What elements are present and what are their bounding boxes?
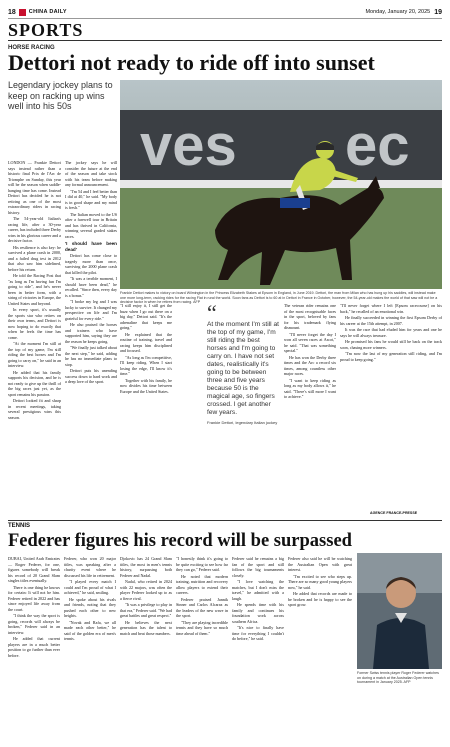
story2-column-5 [232, 556, 284, 742]
story1-column-4 [284, 303, 336, 517]
story2-column-4 [176, 556, 228, 742]
paragraph: Nadal, who retired in 2024 with 22 majors, was often the player Federer looked up to as a fierce rival. [120, 579, 172, 601]
story1-deck: Legendary jockey plans to keep on racking up wins well into his 50s [8, 80, 113, 111]
paragraph: "Novak and Rafa, we all made each other better," he said of the golden era of men's tennis. [64, 619, 116, 641]
paragraph: He noted that modern training, nutrition and recovery allow players to extend their careers. [176, 573, 228, 595]
story1-column-5 [340, 303, 442, 508]
quote-mark-icon: “ [207, 300, 217, 325]
paragraph: He has won the Derby three times and the Arc a record six times, among countless other major races. [284, 354, 336, 376]
story1-column-3 [120, 303, 172, 517]
paragraph: "I'm 54 and I feel better than I did at 40," he said. "My body is in good shape and my mind is fresh." [65, 188, 117, 210]
paragraph: He also praised the horses and trainers who have supported him, saying they are the reason he keeps going. [65, 322, 117, 344]
paragraph: In every sport, it's usually the sports star who retires on their own terms, and Dettori is now hoping to do exactly that when he feels the time has come. [8, 307, 61, 340]
section-divider [8, 520, 442, 521]
paragraph: "I broke my leg and I was lucky to survive. It changed my perspective on life and I'm grateful for every ride." [65, 299, 117, 321]
paragraph: "I want to keep riding as long as my body allows it," he said. "There's still more I want to achieve." [284, 377, 336, 399]
paragraph: His resilience is also key: he survived a plane crash in 2000, and a failed drug test in 2012 that also saw him sidelined, before his return. [8, 244, 61, 272]
pull-quote [207, 300, 280, 425]
story1-tag: HORSE RACING [8, 40, 442, 51]
paragraph: There is one thing he knows for certain: It will not be him. Federer retired in 2022 and has since enjoyed life away from the court. [8, 584, 60, 612]
paragraph: "I love watching the matches, but I don't miss the travel," he admitted with a laugh. [232, 579, 284, 601]
story1-credit: AGENCE FRANCE-PRESSE [370, 511, 418, 515]
paragraph: The Italian moved to the US after a farewell tour in Britain and has thrived in California, winning several graded stakes races. [65, 211, 117, 239]
paragraph: "I'm excited to see who steps up. There are so many good young players now," he said. [288, 573, 352, 590]
federer-photo [357, 553, 442, 669]
paragraph: The veteran rider remains one of the most recognisable faces in the sport, beloved by fans for his trademark flying dismount. [284, 303, 336, 330]
page-number-left: 18 [8, 8, 16, 16]
paragraph: He believes the next generation has the talent to match and beat those numbers. [120, 619, 172, 636]
story2-tag: TENNIS [8, 523, 31, 529]
issue-date: Monday, January 20, 2025 [365, 9, 431, 15]
paragraph: "I'm now the last of my generation still riding, and I'm proud to keep going." [340, 351, 442, 362]
paragraph: Federer praised Jannik Sinner and Carlos Alcaraz as the leaders of the new wave in the sport. [176, 596, 228, 618]
story2-column-2 [64, 556, 116, 742]
paragraph: He finally succeeded in winning the first Epsom Derby of his career at the 15th attempt, in 2007. [340, 315, 442, 326]
story2-column-3 [120, 556, 172, 742]
racing-photo [120, 80, 442, 289]
paragraph: Together with his family, he now divides his time between Europe and the United States. [120, 377, 172, 394]
paragraph: Dettori has come close to tragedy more than once, surviving the 2000 plane crash that killed the pilot. [65, 253, 117, 275]
paragraph: "I still enjoy it, I still get the buzz when I go out there on a big day," Dettori said. "It's the adrenaline that keeps me going." [120, 303, 172, 330]
story1-caption: Frankie Dettori makes to victory on board Wilmington in the Princess Elizabeth Stakes at Epsom in England, in June 2019. Dettori, the man from Milan who has hung up his saddles, will instead make one more long-term, racking rides for the racing Flat in rural the world. Soon fans as Dettori is to 60 at in Dettori in France in October, however, the 54-year-old makes the world of that saw will not be a decisive factor in when he retires from racing. AFP [120, 291, 438, 305]
paragraph: "I think the way the sport is going, records will always be broken," Federer said in an interview. [8, 613, 60, 635]
svg-text:ves: ves [140, 113, 237, 178]
paragraph: "We finally just talked about the next step," he said, adding he has no immediate plans to stop. [65, 345, 117, 367]
paragraph: Dettori looked fit and sharp in recent meetings, taking several prestigious wins this season. [8, 398, 61, 420]
page-header [8, 6, 442, 19]
story2-headline: Federer figures his record will be surpassed [8, 531, 352, 551]
story2-column-6 [288, 556, 352, 742]
paragraph: "It's nice to finally have time for everything I couldn't do before," he said. [232, 625, 284, 641]
newspaper-logo-icon [19, 9, 26, 16]
subheading: 'I should have been dead' [65, 241, 117, 252]
paragraph: He added that his family supports his decision, and he is not ready to give up the thrill of the big races just yet, as the sport remains his passion. [8, 369, 61, 397]
page-number-right: 19 [434, 8, 442, 16]
paragraph: "It was a terrible moment, I should have been dead," he recalled. "Since then, every day is a bonus." [65, 276, 117, 298]
paragraph: "As long as I'm competitive, I'll keep riding. When I start losing the edge, I'll know it's time." [120, 354, 172, 376]
paragraph: He added that records are made to be broken and he is happy to see the sport grow. [288, 591, 352, 607]
story1-column-2 [65, 160, 117, 517]
paragraph: "I'll never forget the day I won all seven races at Ascot," he said. "That was something special." [284, 331, 336, 353]
paragraph: Federer said he remains a big fan of the sport and still follows the big tournaments closely. [232, 556, 284, 578]
paragraph: LONDON — Frankie Dettori says instead rather than a historic final Prix de l'Arc de Triomphe on Sunday, this year will be the season when saddle-hanging time has come. Instead Dettori has decided he is not retiring as one of the most extraordinary riders in racing history. [8, 160, 61, 215]
paragraph: He explained that the routine of training, travel and racing keeps him disciplined and focused. [120, 331, 172, 353]
paragraph: He spoke about his rivals and friends, noting that they pushed each other to new heights. [64, 596, 116, 618]
paragraph: It was the race that had eluded him for years and one he says he will always treasure. [340, 327, 442, 338]
svg-text:ec: ec [345, 113, 410, 178]
paragraph: Federer, who won 20 major titles, was speaking after a charity event where he discussed his life in retirement. [64, 556, 116, 578]
paragraph: The 54-year-old Italian's racing life, after a 30-year career, has included three Derby wins in his glorious career and a decisive factor. [8, 216, 61, 243]
paragraph: He told the Racing Post that "as long as I'm having fun I'm going to ride", and he's never been in better form, with a string of victories in Europe, the United States and beyond. [8, 273, 61, 306]
paragraph: "I played every match I could and I'm proud of what I achieved," he said, smiling. [64, 579, 116, 595]
section-title: SPORTS [8, 20, 84, 40]
pull-quote-attribution: Frankie Dettori, legendary Italian jockey [207, 420, 278, 425]
paragraph: He added that current players are in a much better position to go further than ever before. [8, 636, 60, 658]
paragraph: "It was a privilege to play in that era," Federer said. "We had great battles and great respect." [120, 602, 172, 618]
paragraph: "They are playing incredible tennis and they have so much time ahead of them." [176, 619, 228, 636]
paragraph: The jockey says he will consider the future at the end of the season and take stock with his team before making any formal announcement. [65, 160, 117, 187]
paragraph: "I'll never forget where I left [Epsom racecourse] on his back," he recalled of an emotional win. [340, 303, 442, 314]
paragraph: Dettori puts his unending success down to hard work and a deep love of the sport. [65, 368, 117, 384]
story2-caption: Former Swiss tennis player Roger Federer watches on during a match at the Australian Open tennis tournament in January 2025. AFP [357, 671, 439, 685]
story2-column-1 [8, 556, 60, 742]
paragraph: Djokovic has 24 Grand Slam titles, the most in men's tennis history, surpassing both Federer and Nadal. [120, 556, 172, 578]
paragraph: He spends time with his family and continues his foundation work across southern Africa. [232, 602, 284, 624]
paragraph: "At the moment I'm still at the top of my game, I'm still riding the best horses and I'm going to carry on," he said in an interview. [8, 341, 61, 368]
paragraph: Federer also said he will be watching the Australian Open with great interest. [288, 556, 352, 572]
paragraph: "I honestly think it's going to be quite exciting to see how far they can go," Federer said. [176, 556, 228, 572]
paragraph: He promised his fans he would still be back on the track soon, chasing more winners. [340, 339, 442, 350]
story1-headline: Dettori not ready to ride off into sunset [8, 50, 375, 75]
newspaper-name: CHINA DAILY [28, 9, 67, 15]
pull-quote-text: At the moment I'm still at the top of my game, I'm still riding the best horses and I'm going to carry on. I have not set dates, realistically it's going to be between three and five years because 50 is the magical age, so fingers crossed. I get another few years. [207, 321, 279, 416]
paragraph: DUBAI, United Arab Emirates — Roger Federer, for one, figures somebody will break his record of 20 Grand Slam singles titles eventually. [8, 556, 60, 583]
story1-column-1 [8, 160, 61, 517]
